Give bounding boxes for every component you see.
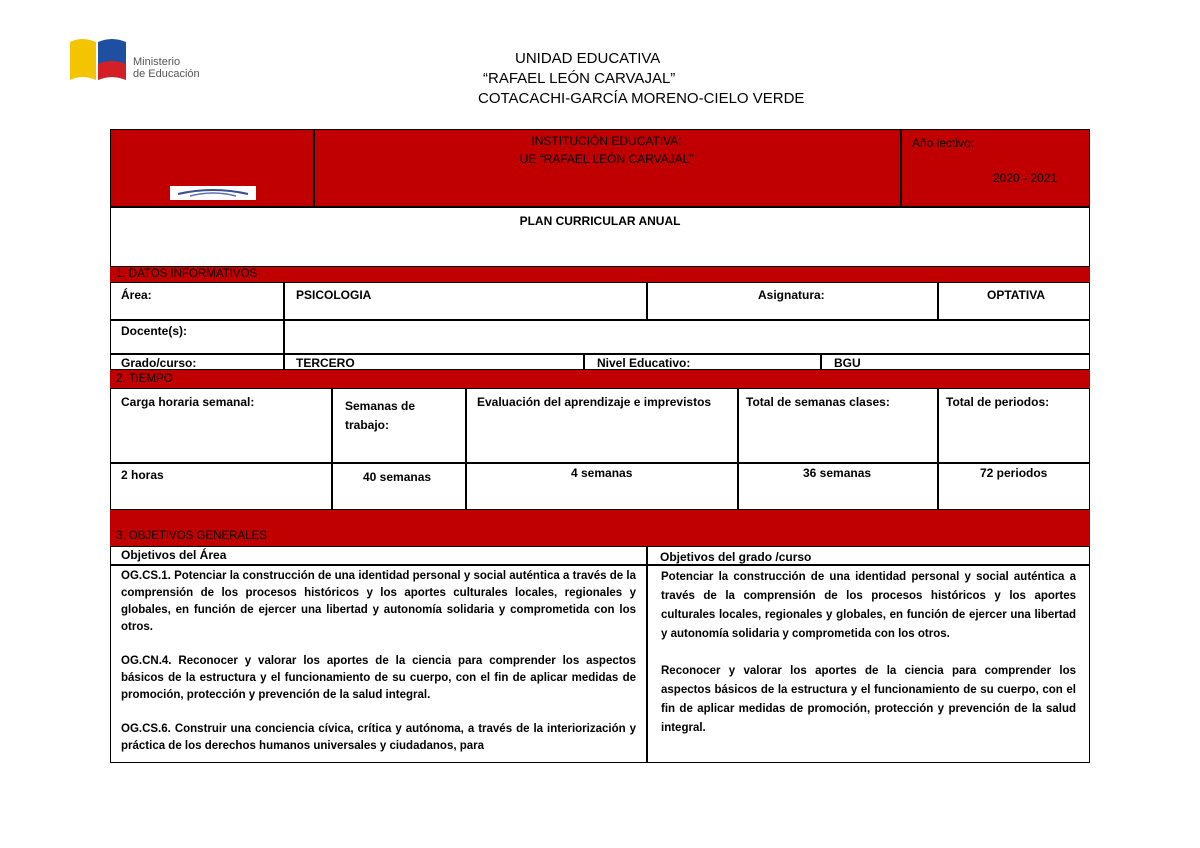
school-line3: COTACACHI-GARCÍA MORENO-CIELO VERDE [478, 90, 805, 107]
time-value-5: 72 periodos [980, 466, 1048, 480]
ministry-line2: de Educación [133, 68, 200, 80]
area-objective-2: OG.CN.4. Reconocer y valorar los aportes de la ciencia para comprender los aspectos básicos de la estructura y el funcionamiento de su cuerpo, con el fin de aplicar medidas de promoción, protección y prevención de la salud integral. [121, 655, 636, 701]
level-label: Nivel Educativo: [597, 356, 691, 370]
area-objectives-list [121, 568, 636, 762]
section1-title: 1. DATOS INFORMATIVOS [116, 268, 258, 280]
time-header-3: Evaluación del aprendizaje e imprevistos [477, 395, 712, 409]
grade-objective-1: Potenciar la construcción de una identidad personal y social auténtica a través de la comprensión de los procesos históricos y los aportes culturales locales, regionales y globales, en función de ejercer una libertad y autonomía solidaria y comprometida con los otros. [661, 571, 1076, 640]
grade-objectives-list [661, 568, 1076, 760]
grade-objectives-label: Objetivos del grado /curso [660, 550, 812, 564]
ministry-logo-text [133, 56, 200, 80]
year-label: Año lectivo: [912, 136, 975, 150]
school-line2: “RAFAEL LEÓN CARVAJAL” [483, 70, 676, 87]
coat-of-arms-icon [170, 186, 256, 200]
time-value-4: 36 semanas [803, 466, 872, 480]
year-value: 2020 - 2021 [993, 171, 1058, 185]
area-objectives-label: Objetivos del Área [121, 548, 227, 562]
section2-bar [110, 370, 1090, 388]
time-value-1: 2 horas [121, 468, 164, 482]
area-label: Área: [121, 288, 152, 302]
section3-title: 3. OBJETIVOS GENERALES [116, 530, 267, 542]
institution-name: UE “RAFAEL LEÓN CARVAJAL” [519, 152, 694, 166]
time-header-5: Total de periodos: [946, 395, 1050, 409]
area-value: PSICOLOGIA [296, 288, 372, 302]
grade-objective-2: Reconocer y valorar los aportes de la ciencia para comprender los aspectos básicos de la estructura y el funcionamiento de su cuerpo, con el fin de aplicar medidas de promoción, protección y prevención de la salud integral. [661, 665, 1076, 734]
ministry-logo-icon [68, 36, 128, 86]
grade-value: TERCERO [296, 356, 355, 370]
school-line1: UNIDAD EDUCATIVA [515, 50, 661, 67]
time-header-4: Total de semanas clases: [746, 395, 890, 409]
subject-value: OPTATIVA [987, 288, 1045, 302]
plan-title: PLAN CURRICULAR ANUAL [519, 214, 681, 228]
teacher-label: Docente(s): [121, 324, 188, 338]
time-header-1: Carga horaria semanal: [121, 395, 255, 409]
institution-label: INSTITUCIÓN EDUCATIVA: [531, 134, 682, 148]
grade-label: Grado/curso: [121, 356, 197, 370]
subject-label: Asignatura: [758, 288, 825, 302]
area-objective-3: OG.CS.6. Construir una conciencia cívica, crítica y autónoma, a través de la interiorización y práctica de los derechos humanos universales y ciudadanos, para [121, 723, 636, 752]
time-header-2: Semanas de trabajo: [345, 399, 416, 432]
section2-title: 2. TIEMPO [116, 373, 173, 385]
ministry-line1: Ministerio [133, 56, 181, 68]
flag-emblem [170, 186, 256, 200]
time-value-3: 4 semanas [571, 466, 633, 480]
area-objective-1: OG.CS.1. Potenciar la construcción de una identidad personal y social auténtica a través de la comprensión de los procesos históricos y los aportes culturales locales, regionales y globales, en función de ejercer una libertad y autonomía solidaria y comprometida con los otros. [121, 570, 636, 633]
time-value-2: 40 semanas [363, 470, 432, 484]
level-value: BGU [834, 356, 861, 370]
